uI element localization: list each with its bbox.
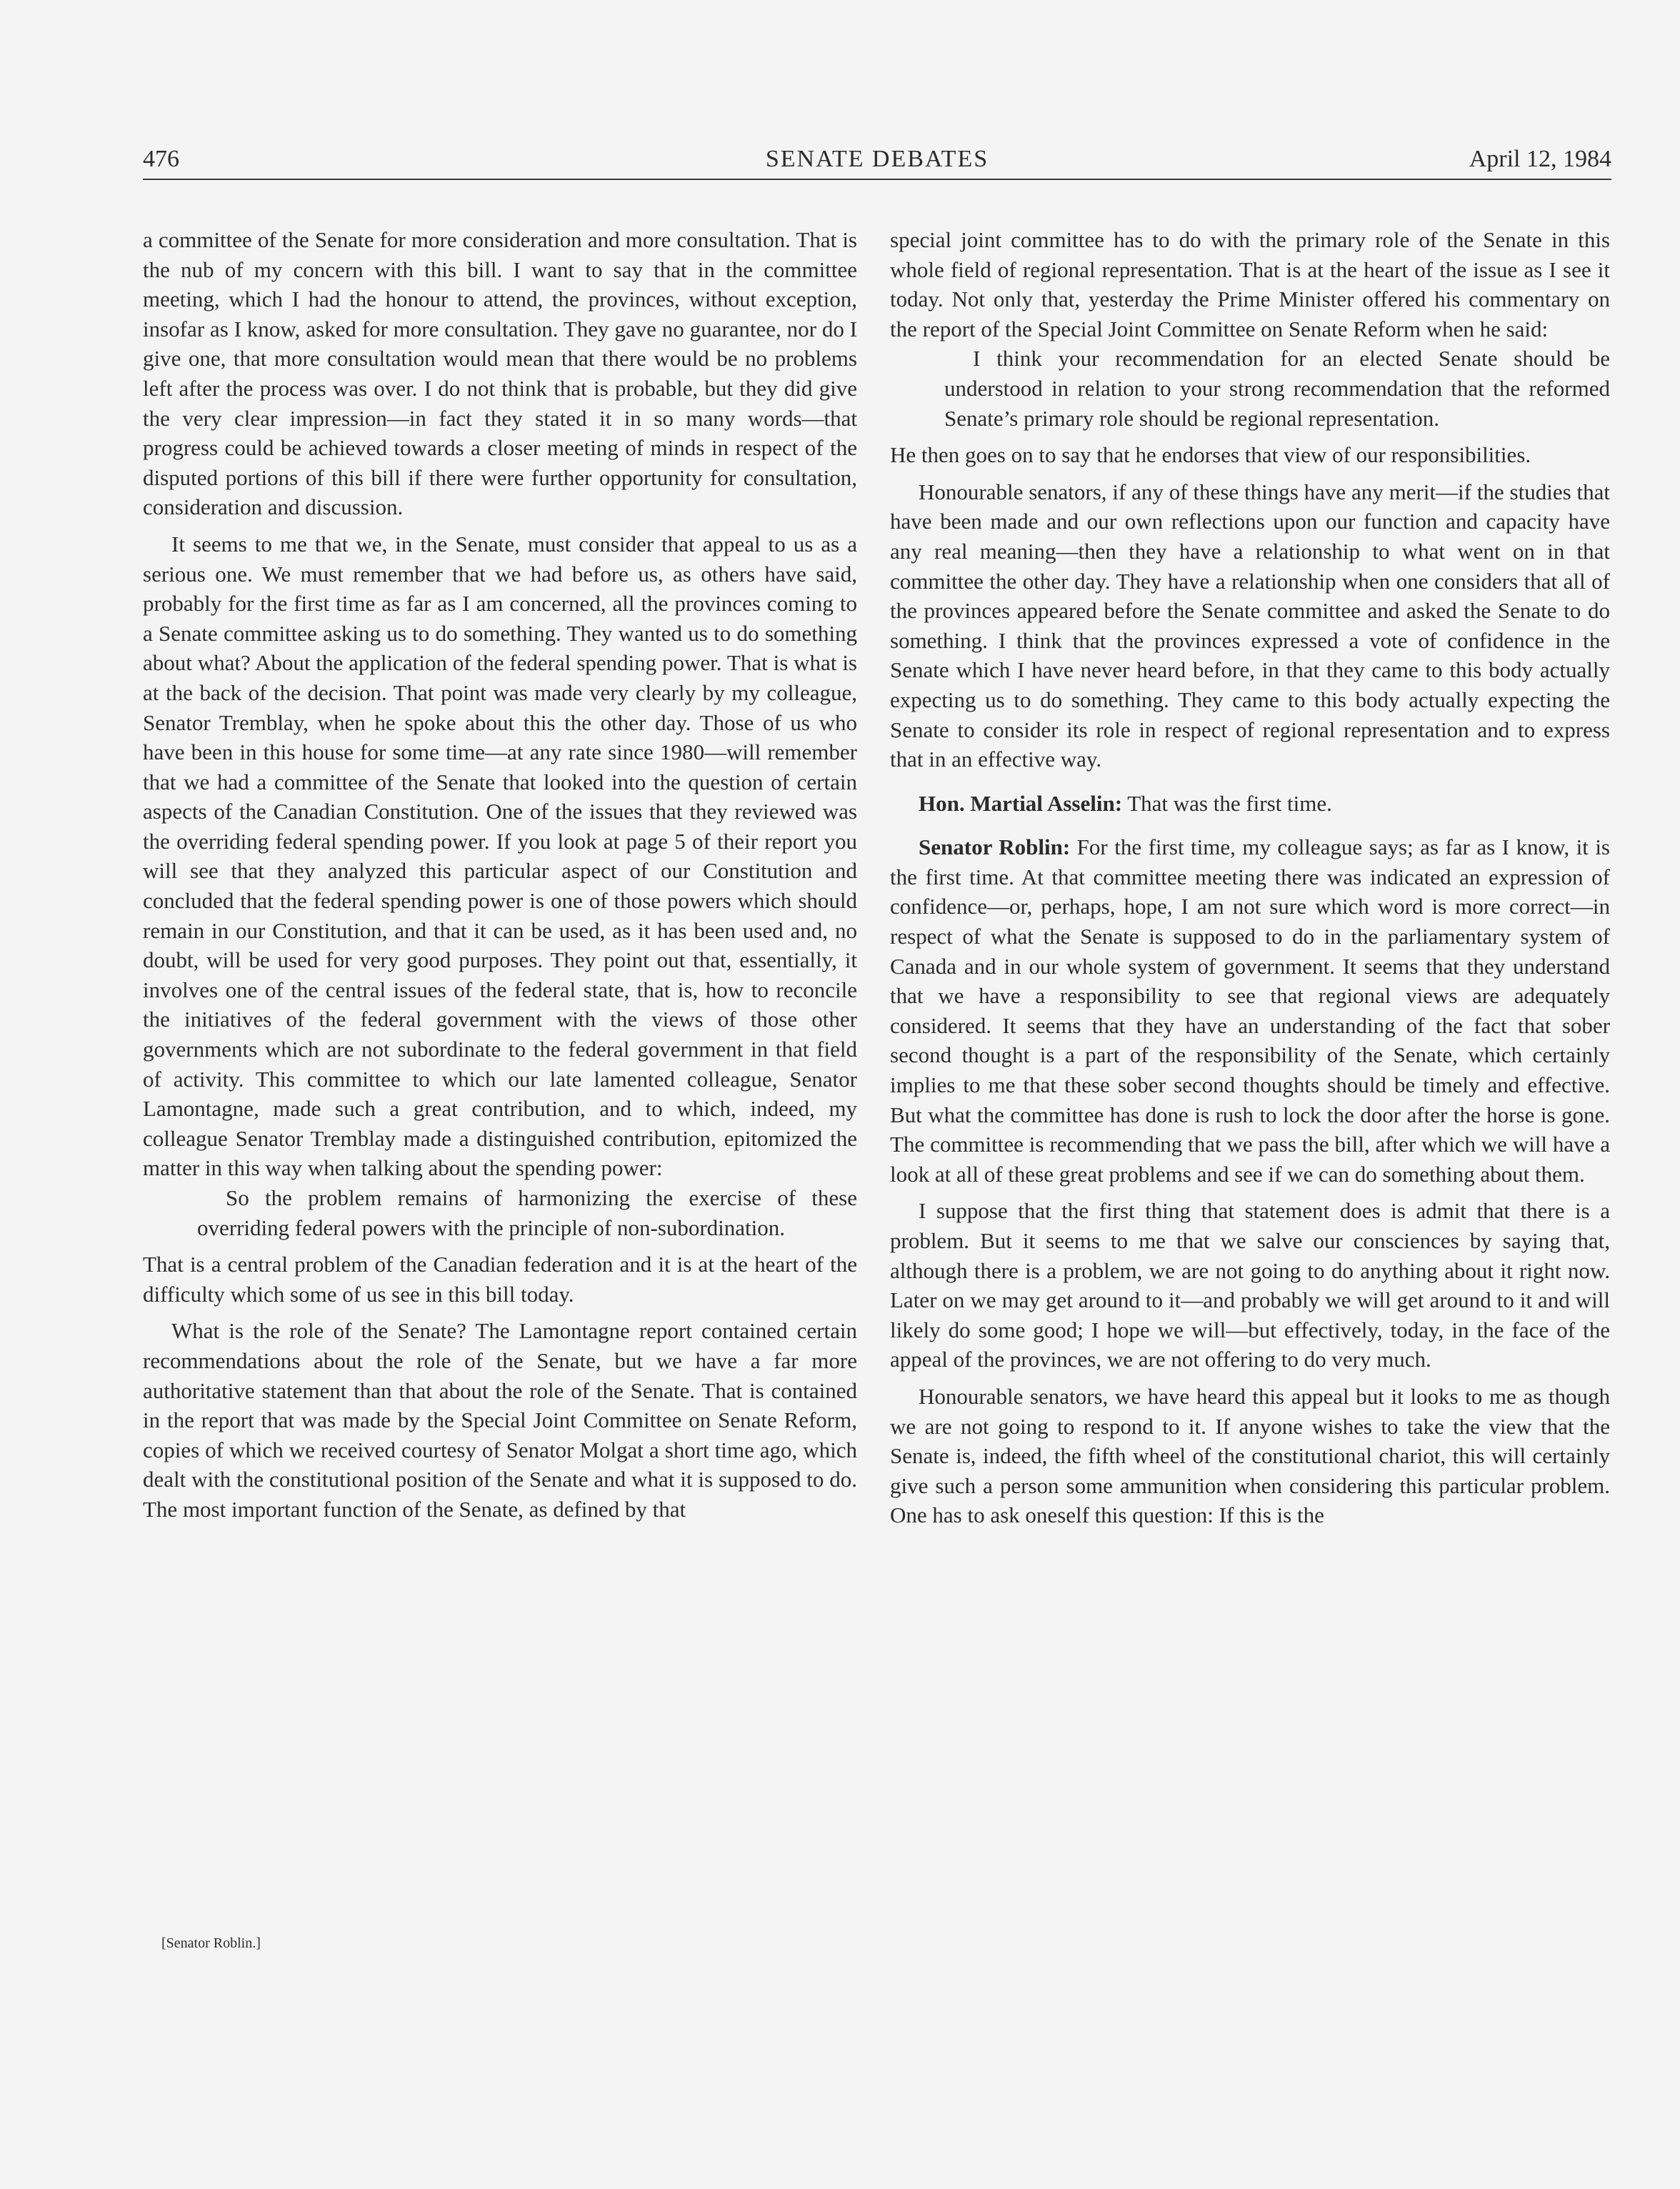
page-number: 476 — [143, 146, 179, 172]
speaker-footnote: [Senator Roblin.] — [161, 1935, 261, 1951]
speech-paragraph — [890, 832, 1610, 1189]
paragraph: special joint committee has to do with the primary role of the Senate in this whole field of regional representation. That is at the heart of the issue as I see it today. Not only that, yesterday the Prime Minister offered his commentary on the report of the Special Joint Committee on Senate Reform when he said: — [890, 227, 1610, 341]
paragraph: I suppose that the first thing that statement does is admit that there is a problem. But it seems to me that we salve our consciences by saying that, although there is a problem, we are not going to do anything about it right now. Later on we may get around to it—and probably we will get around to it and will likely do some good; I hope we will—but effectively, today, in the face of the appeal of the provinces, we are not offering to do very much. — [890, 1198, 1610, 1372]
page-header — [143, 140, 1611, 180]
left-column — [143, 225, 857, 1525]
paragraph: a committee of the Senate for more consideration and more consultation. That is the nub of my concern with this bill. I want to say that in the committee meeting, which I had the honour to attend, the provinces, without exception, insofar as I know, asked for more consultation. They gave no guarantee, nor do I give one, that more consultation would mean that there would be no problems left after the process was over. I do not think that is probable, but they did give the very clear impression—in fact they stated it in so many words—that progress could be achieved towards a closer meeting of minds in respect of the disputed portions of this bill if there were further opportunity for consultation, consideration and discussion. — [143, 227, 857, 520]
speech-text: For the first time, my colleague says; as far as I know, it is the first time. At that committee meeting there was indicated an expression of confidence—or, perhaps, hope, I am not sure which word is more correct—in respect of what the Senate is supposed to do in the parliamentary system of Canada and in our whole system of government. It seems that they understand that we have a responsibility to see that regional views are adequately considered. It seems that they have an understanding of the fact that sober second thought is a part of the responsibility of the Senate, which certainly implies to me that these sober second thoughts should be timely and effective. But what the committee has done is rush to lock the door after the horse is gone. The committee is recommending that we pass the bill, after which we will have a look at all of these great problems and see if we can do something about them. — [890, 834, 1610, 1187]
publication-title: SENATE DEBATES — [765, 146, 989, 172]
speaker-name: Senator Roblin: — [919, 834, 1071, 860]
speech-paragraph — [890, 789, 1610, 819]
paragraph: Honourable senators, we have heard this appeal but it looks to me as though we are not going to respond to it. If anyone wishes to take the view that the Senate is, indeed, the fifth wheel of the constitutional chariot, this will certainly give such a person some ammunition when considering this particular problem. One has to ask oneself this question: If this is the — [890, 1383, 1610, 1528]
publication-date: April 12, 1984 — [1469, 146, 1611, 172]
paragraph: What is the role of the Senate? The Lamontagne report contained certain recommendations about the role of the Senate, but we have a far more authoritative statement than that about the role of the Senate. That is contained in the report that was made by the Special Joint Committee on Senate Reform, copies of which we received courtesy of Senator Molgat a short time ago, which dealt with the constitutional position of the Senate and what it is supposed to do. The most important function of the Senate, as defined by that — [143, 1318, 857, 1522]
paragraph: It seems to me that we, in the Senate, must consider that appeal to us as a serious one. We must remember that we had before us, as others have said, probably for the first time as far as I am concerned, all the provinces coming to a Senate committee asking us to do something. They wanted us to do something about what? About the application of the federal spending power. That is what is at the back of the decision. That point was made very clearly by my colleague, Senator Tremblay, when he spoke about this the other day. Those of us who have been in this house for some time—at any rate since 1980—will remember that we had a committee of the Senate that looked into the question of certain aspects of the Canadian Constitution. One of the issues that they reviewed was the overriding federal spending power. If you look at page 5 of their report you will see that they analyzed this particular aspect of our Constitution and concluded that the federal spending power is one of those powers which should remain in our Constitution, and that it can be used, as it has been used and, no doubt, will be used for very good purposes. They point out that, essentially, it involves one of the central issues of the federal state, that is, how to reconcile the initiatives of the federal government with the views of those other governments which are not subordinate to the federal government in that field of activity. This committee to which our late lamented colleague, Senator Lamontagne, made such a great contribution, and to which, indeed, my colleague Senator Tremblay made a distinguished contribution, epitomized the matter in this way when talking about the spending power: — [143, 531, 857, 1181]
paragraph: Honourable senators, if any of these things have any merit—if the studies that have been made and our own reflections upon our function and capacity have any real meaning—then they have a relationship to what went on in that committee the other day. They have a relationship when one considers that all of the provinces appeared before the Senate committee and asked the Senate to do something. I think that the provinces expressed a vote of confidence in the Senate which I have never heard before, in that they came to this body actually expecting us to do something. They came to this body actually expecting the Senate to consider its role in respect of regional representation and to express that in an effective way. — [890, 479, 1610, 772]
paragraph: He then goes on to say that he endorses that view of our responsibilities. — [890, 442, 1531, 468]
speech-text: That was the first time. — [1122, 790, 1332, 816]
paragraph: That is a central problem of the Canadian federation and it is at the heart of the difficulty which some of us see in this bill today. — [143, 1252, 857, 1307]
speaker-name: Hon. Martial Asselin: — [919, 790, 1123, 816]
right-column — [890, 225, 1610, 1530]
block-quote: So the problem remains of harmonizing the exercise of these overriding federal powers with the principle of non-subordination. — [197, 1185, 857, 1240]
block-quote: I think your recommendation for an elected Senate should be understood in relation to your strong recommendation that the reformed Senate’s primary role should be regional representation. — [944, 346, 1610, 431]
